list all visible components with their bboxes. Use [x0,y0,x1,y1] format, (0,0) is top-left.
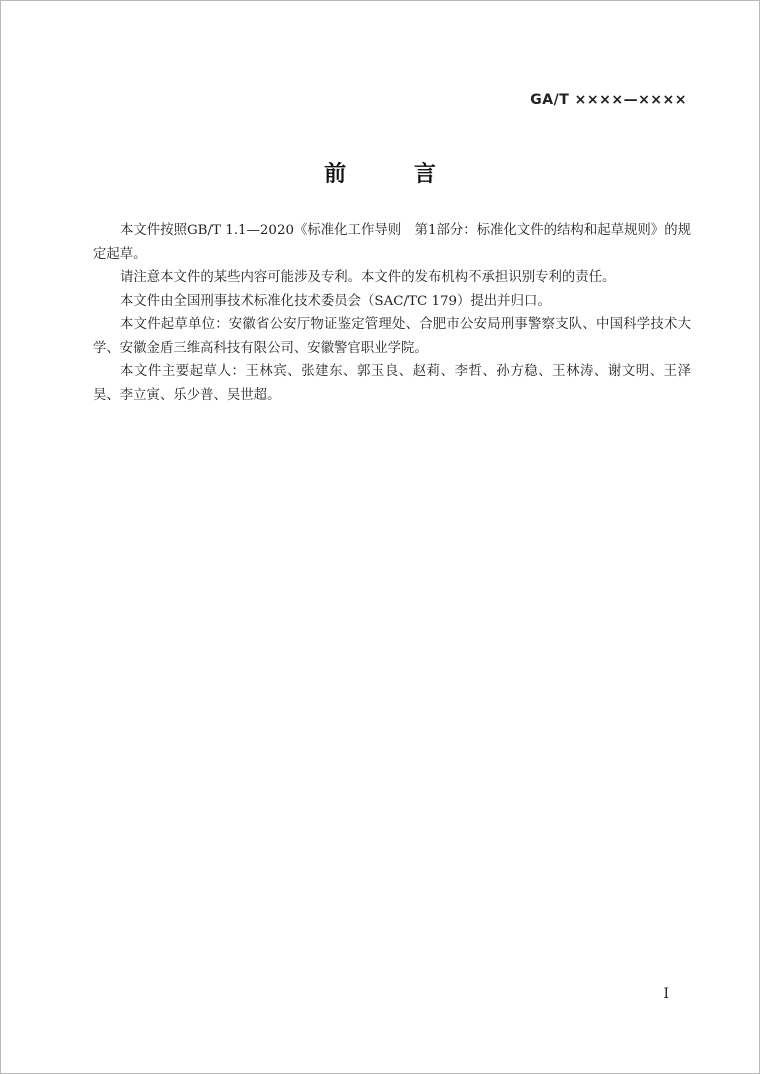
paragraph-patent-notice: 请注意本文件的某些内容可能涉及专利。本文件的发布机构不承担识别专利的责任。 [120,270,616,285]
preface-body [93,219,691,407]
page-number: I [663,986,669,1002]
paragraph-drafting-units: 本文件起草单位：安徽省公安厅物证鉴定管理处、合肥市公安局刑事警察支队、中国科学技术大学、安徽金盾三维高科技有限公司、安徽警官职业学院。 [93,317,691,356]
standard-code: GA/T ××××—×××× [530,92,687,108]
paragraph-drafters: 本文件主要起草人：王林宾、张建东、郭玉良、赵莉、李哲、孙方稳、王林涛、谢文明、王泽昊、李立寅、乐少普、吴世超。 [93,364,691,403]
paragraph-drafting-rules: 本文件按照GB/T 1.1—2020《标准化工作导则 第1部分：标准化文件的结构和起草规则》的规定起草。 [93,223,691,262]
page-title: 前 言 [324,162,466,187]
paragraph-committee: 本文件由全国刑事技术标准化技术委员会（SAC/TC 179）提出并归口。 [120,293,551,309]
